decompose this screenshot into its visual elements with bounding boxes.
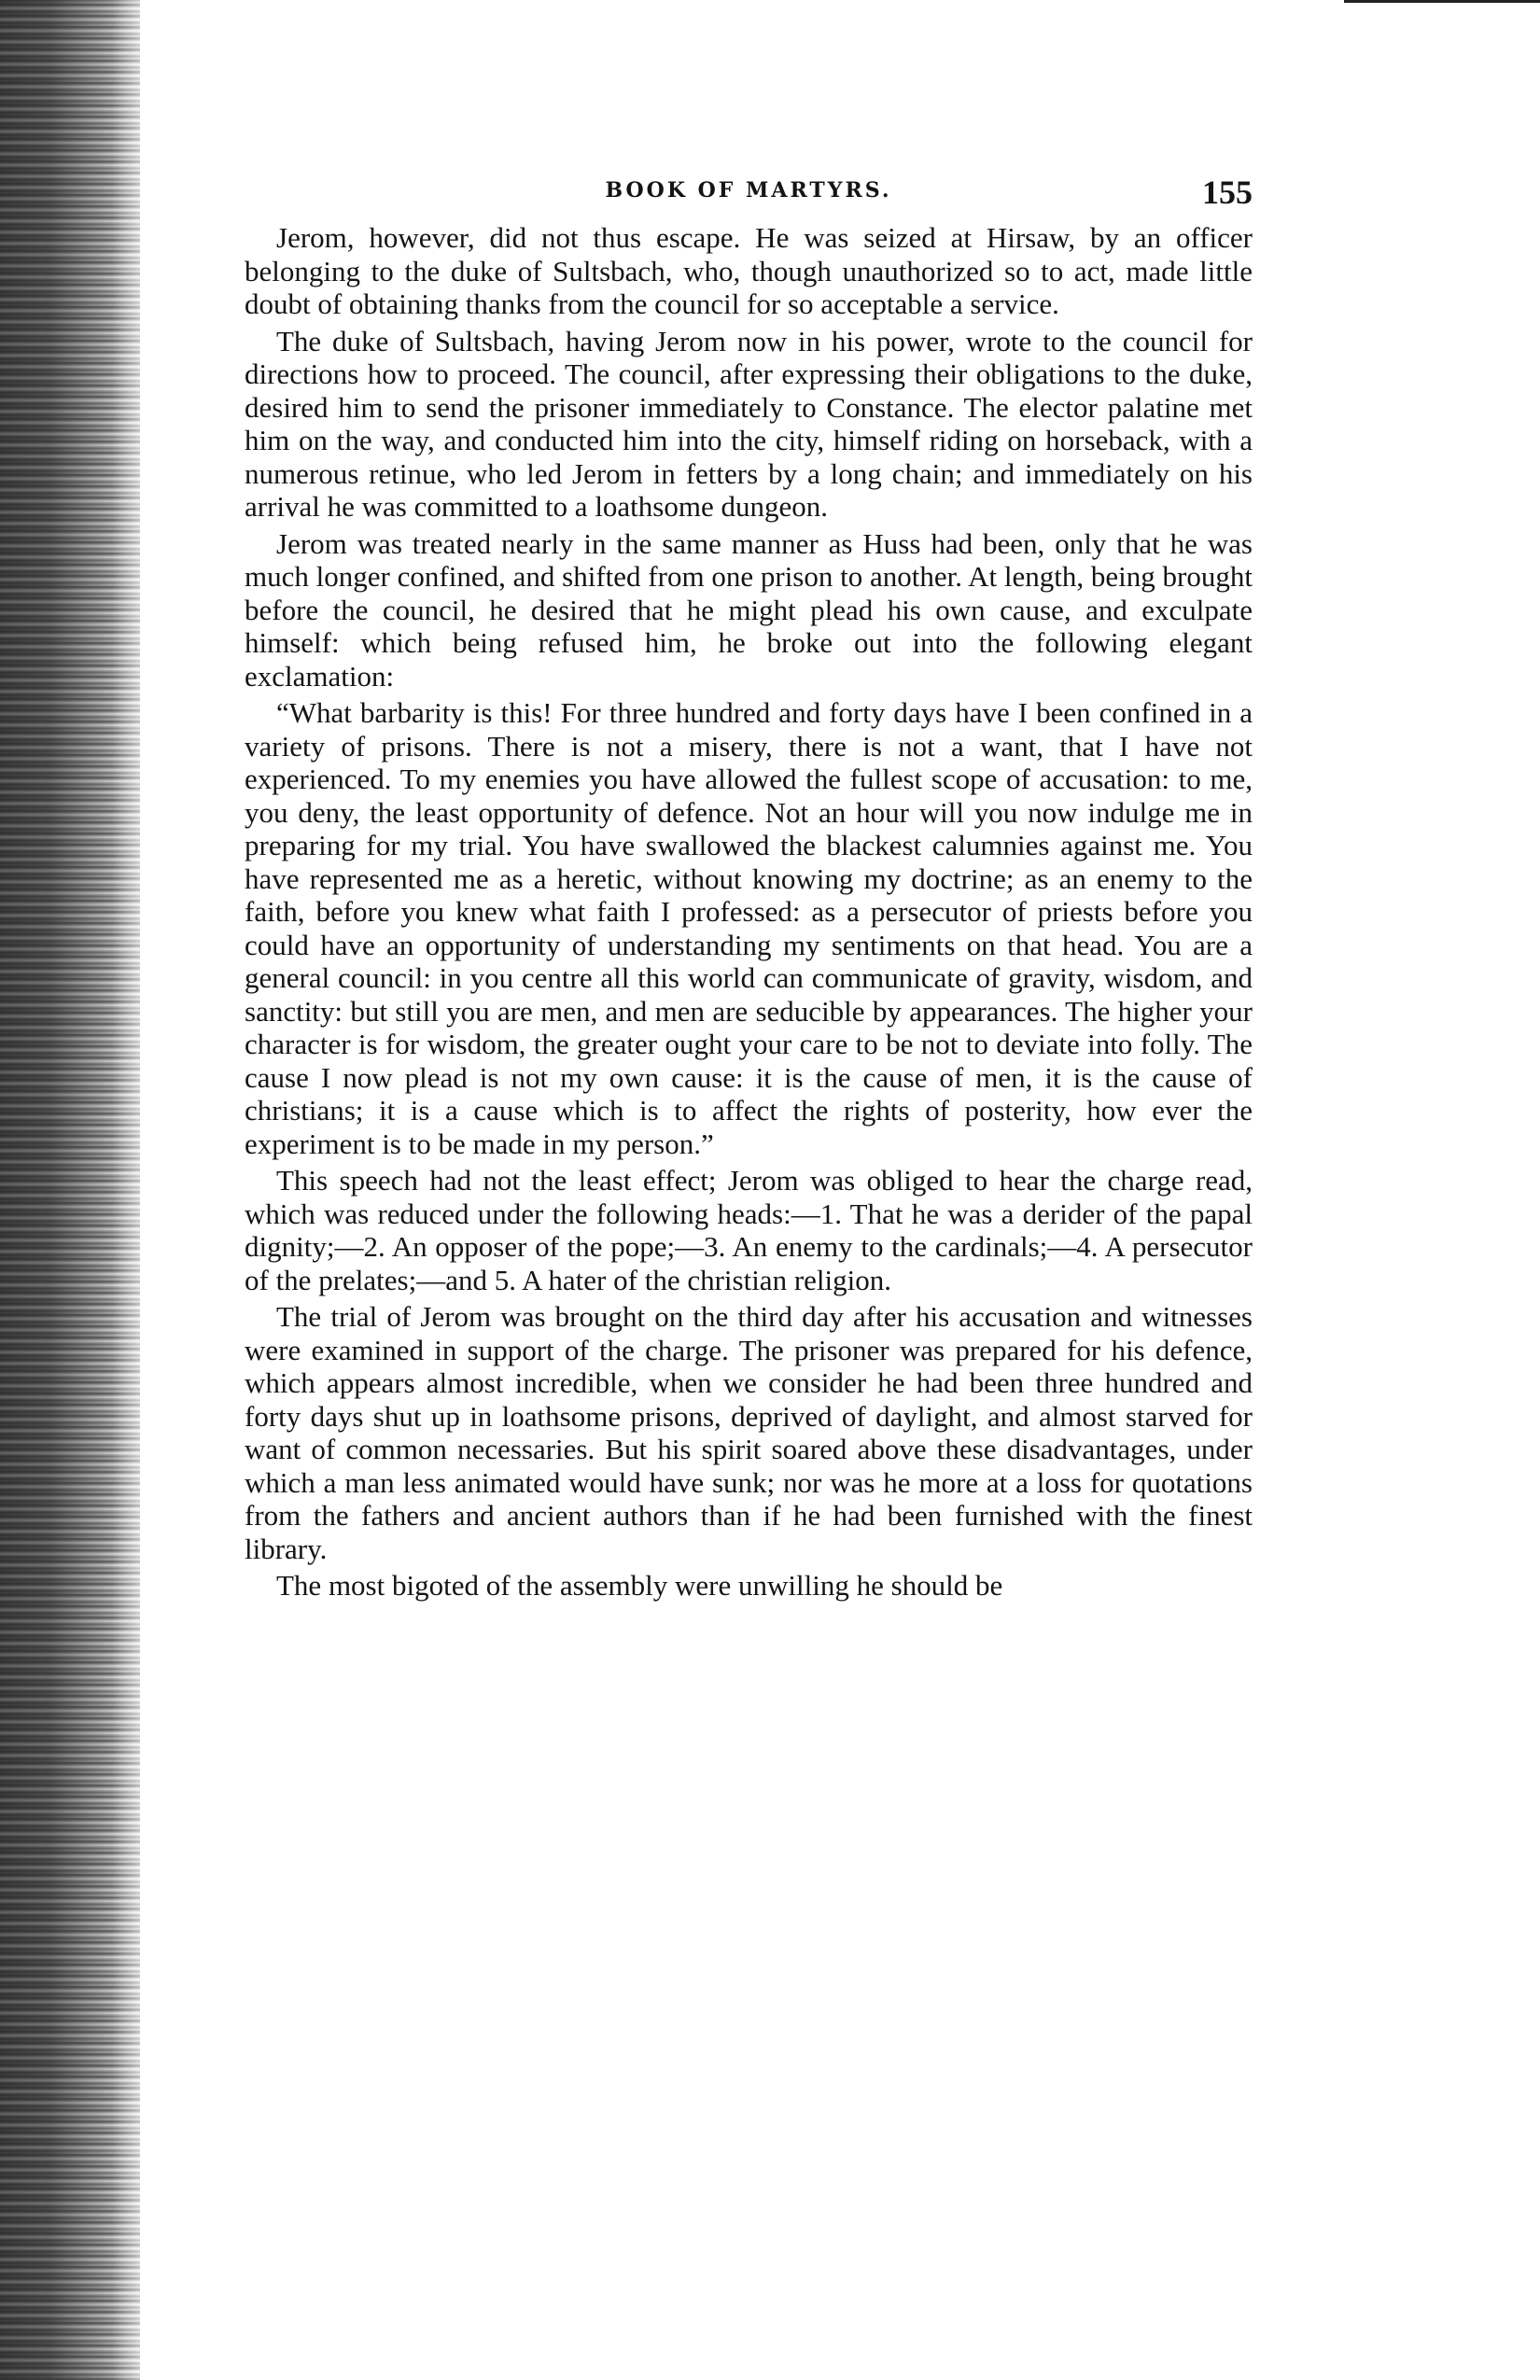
- paragraph-assembly: The most bigoted of the assembly were unwilling he should be: [276, 1569, 1003, 1602]
- running-head-title: BOOK OF MARTYRS.: [605, 178, 892, 203]
- paragraph-duke-of-sultsbach: The duke of Sultsbach, having Jerom now in his power, wrote to the council for directions how to proceed. The council, after expressing their obligations to the duke, desired him to send the prisoner immediately to Constance. The elector palatine met him on the way, and conducted him into the city, himself riding on horseback, with a numerous retinue, who led Jerom in fetters by a long chain; and immediately on his arrival he was committed to a loathsome dungeon.: [245, 324, 1253, 523]
- paragraph-jerom-treated: Jerom was treated nearly in the same manner as Huss had been, only that he was much longer confined, and shifted from one prison to another. At length, being brought before the council, he desired that he might plead his own cause, and exculpate himself: which being refused him, he broke out into the following elegant exclamation:: [245, 526, 1253, 693]
- top-border-rule: [1344, 0, 1540, 3]
- body-text: [245, 221, 1253, 1603]
- paragraph-jerom-speech: “What barbarity is this! For three hundred and forty days have I been confined in a variety of prisons. There is not a misery, there is not a want, that I have not experienced. To my enemies you have allowed the fullest scope of accusation: to me, you deny, the least opportunity of defence. Not an hour will you now indulge me in preparing for my trial. You have swallowed the blackest calumnies against me. You have represented me as a heretic, without knowing my doctrine; as an enemy to the faith, before you knew what faith I professed: as a persecutor of priests before you could have an opportunity of understanding my sentiments on that head. You are a general council: in you centre all this world can communicate of gravity, wisdom, and sanctity: but still you are men, and men are seducible by appearances. The higher your character is for wisdom, the greater ought your care to be not to deviate into folly. The cause I now plead is not my own cause: it is the cause of men, it is the cause of christians; it is a cause which is to affect the rights of posterity, how ever the experiment is to be made in my person.”: [245, 696, 1253, 1160]
- running-head: [245, 173, 1253, 221]
- book-page: [245, 173, 1253, 1606]
- page-number: 155: [1202, 174, 1253, 211]
- paragraph-charges: This speech had not the least effect; Jerom was obliged to hear the charge read, which was reduced under the following heads:—1. That he was a derider of the papal dignity;—2. An opposer of the pope;—3. An enemy to the cardinals;—4. A persecutor of the prelates;—and 5. A hater of the christian religion.: [245, 1164, 1253, 1296]
- page-edge-fade: [112, 0, 168, 2380]
- paragraph-jerom-escape: Jerom, however, did not thus escape. He was seized at Hirsaw, by an officer belonging to the duke of Sultsbach, who, though unauthorized so to act, made little doubt of obtaining thanks from the council for so acceptable a service.: [245, 221, 1253, 320]
- paragraph-trial: The trial of Jerom was brought on the third day after his accusation and witnesses were examined in support of the charge. The prisoner was prepared for his defence, which appears almost incredible, when we consider he had been three hundred and forty days shut up in loathsome prisons, deprived of daylight, and almost starved for want of common necessaries. But his spirit soared above these disadvantages, under which a man less animated would have sunk; nor was he more at a loss for quotations from the fathers and ancient authors than if he had been furnished with the finest library.: [245, 1300, 1253, 1565]
